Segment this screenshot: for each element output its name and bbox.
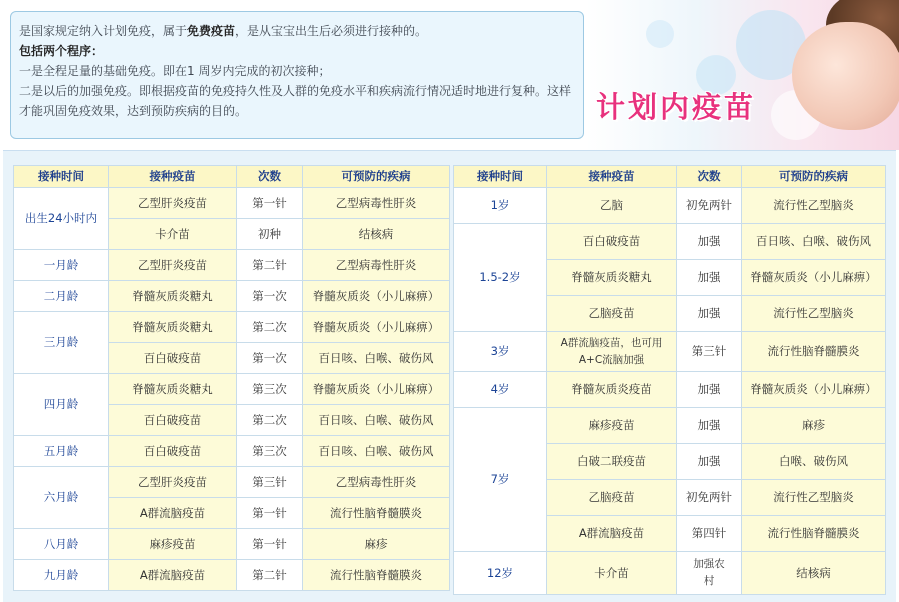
header-time: 接种时间 <box>14 166 109 188</box>
cell-count: 加强 <box>677 372 742 408</box>
cell-disease: 脊髓灰质炎（小儿麻痹） <box>742 372 886 408</box>
cell-disease: 流行性脑脊髓膜炎 <box>303 560 450 591</box>
table-row <box>454 552 886 595</box>
cell-vaccine: 百白破疫苗 <box>109 436 237 467</box>
cell-disease: 脊髓灰质炎（小儿麻痹） <box>303 312 450 343</box>
table-row <box>14 560 450 591</box>
cell-time: 八月龄 <box>14 529 109 560</box>
cell-count: 第一次 <box>237 343 303 374</box>
cell-vaccine: 脊髓灰质炎糖丸 <box>109 281 237 312</box>
table-header-row <box>14 166 450 188</box>
cell-time: 三月龄 <box>14 312 109 374</box>
table-row <box>14 436 450 467</box>
cell-disease: 流行性脑脊髓膜炎 <box>303 498 450 529</box>
table-row <box>14 529 450 560</box>
cell-count: 第二针 <box>237 560 303 591</box>
cell-disease: 乙型病毒性肝炎 <box>303 467 450 498</box>
cell-disease: 白喉、破伤风 <box>742 444 886 480</box>
cell-time: 二月龄 <box>14 281 109 312</box>
hero-title: 计划内疫苗 <box>596 90 757 124</box>
intro-line-1 <box>19 21 575 41</box>
cell-count: 加强 <box>677 296 742 332</box>
cell-time: 五月龄 <box>14 436 109 467</box>
cell-disease: 流行性脑脊髓膜炎 <box>742 332 886 372</box>
cell-disease: 脊髓灰质炎（小儿麻痹） <box>742 260 886 296</box>
cell-count: 初种 <box>237 219 303 250</box>
cell-count: 第二次 <box>237 405 303 436</box>
cell-time: 1岁 <box>454 188 547 224</box>
intro-text: ，是从宝宝出生后必须进行接种的。 <box>235 24 428 38</box>
cell-count: 第二次 <box>237 312 303 343</box>
cell-vaccine: 卡介苗 <box>547 552 677 595</box>
cell-vaccine: A群流脑疫苗 <box>109 498 237 529</box>
cell-time: 九月龄 <box>14 560 109 591</box>
cell-time: 4岁 <box>454 372 547 408</box>
cell-time: 一月龄 <box>14 250 109 281</box>
table-row <box>14 467 450 498</box>
header-disease: 可预防的疾病 <box>303 166 450 188</box>
table-row <box>454 332 886 372</box>
cell-count: 第一针 <box>237 529 303 560</box>
cell-count: 加强 <box>677 260 742 296</box>
schedule-table-left <box>13 165 450 591</box>
cell-count: 第三针 <box>237 467 303 498</box>
table-row <box>14 312 450 343</box>
table-row <box>454 188 886 224</box>
cell-vaccine: 乙型肝炎疫苗 <box>109 250 237 281</box>
table-row <box>454 224 886 260</box>
cell-vaccine: 脊髓灰质炎糖丸 <box>109 374 237 405</box>
cell-count: 第三次 <box>237 374 303 405</box>
cell-disease: 脊髓灰质炎（小儿麻痹） <box>303 281 450 312</box>
intro-box <box>10 11 584 139</box>
cell-disease: 百日咳、白喉、破伤风 <box>303 436 450 467</box>
table-row <box>454 372 886 408</box>
cell-vaccine: 脊髓灰质炎疫苗 <box>547 372 677 408</box>
cell-vaccine: 脊髓灰质炎糖丸 <box>109 312 237 343</box>
cell-vaccine: 麻疹疫苗 <box>109 529 237 560</box>
cell-count: 第三针 <box>677 332 742 372</box>
cell-time: 六月龄 <box>14 467 109 529</box>
cell-count: 加强 <box>677 444 742 480</box>
cell-count: 第一针 <box>237 498 303 529</box>
cell-disease: 乙型病毒性肝炎 <box>303 188 450 219</box>
cell-disease: 结核病 <box>742 552 886 595</box>
cell-vaccine: 乙型肝炎疫苗 <box>109 188 237 219</box>
cell-vaccine: 乙脑疫苗 <box>547 296 677 332</box>
cell-count: 加强 <box>677 408 742 444</box>
header-disease: 可预防的疾病 <box>742 166 886 188</box>
cell-vaccine: 乙脑 <box>547 188 677 224</box>
cell-disease: 百日咳、白喉、破伤风 <box>303 405 450 436</box>
cell-count: 第二针 <box>237 250 303 281</box>
cell-vaccine: 麻疹疫苗 <box>547 408 677 444</box>
cell-count: 加强农村 <box>677 552 742 595</box>
cell-vaccine: 卡介苗 <box>109 219 237 250</box>
header-count: 次数 <box>237 166 303 188</box>
cell-disease: 结核病 <box>303 219 450 250</box>
cell-vaccine: A群流脑疫苗，也可用A+C流脑加强 <box>547 332 677 372</box>
cell-time: 7岁 <box>454 408 547 552</box>
intro-line-3: 一是全程足量的基础免疫。即在1 周岁内完成的初次接种； <box>19 64 331 78</box>
cell-time: 3岁 <box>454 332 547 372</box>
header-vaccine: 接种疫苗 <box>547 166 677 188</box>
cell-disease: 流行性脑脊髓膜炎 <box>742 516 886 552</box>
cell-count: 初免两针 <box>677 188 742 224</box>
cell-count: 加强 <box>677 224 742 260</box>
cell-count: 第四针 <box>677 516 742 552</box>
cell-vaccine: A群流脑疫苗 <box>109 560 237 591</box>
baby-photo <box>792 22 899 130</box>
cell-count: 第三次 <box>237 436 303 467</box>
cell-vaccine: 白破二联疫苗 <box>547 444 677 480</box>
cell-disease: 麻疹 <box>742 408 886 444</box>
cell-disease: 流行性乙型脑炎 <box>742 296 886 332</box>
intro-line-5: 才能巩固免疫效果，达到预防疾病的目的。 <box>19 104 248 118</box>
intro-subheading: 包括两个程序： <box>19 44 104 58</box>
intro-line-2 <box>19 41 575 61</box>
intro-line-4: 二是以后的加强免疫。即根据疫苗的免疫持久性及人群的免疫水平和疾病流行情况适时地进行复种。这样 <box>19 84 572 98</box>
cell-disease: 脊髓灰质炎（小儿麻痹） <box>303 374 450 405</box>
cell-disease: 乙型病毒性肝炎 <box>303 250 450 281</box>
table-row <box>14 250 450 281</box>
table-header-row <box>454 166 886 188</box>
schedule-area <box>3 150 896 602</box>
cell-disease: 百日咳、白喉、破伤风 <box>742 224 886 260</box>
intro-text: 是国家规定纳入计划免疫，属于 <box>19 24 188 38</box>
header-vaccine: 接种疫苗 <box>109 166 237 188</box>
cell-count: 第一次 <box>237 281 303 312</box>
cell-vaccine: 脊髓灰质炎糖丸 <box>547 260 677 296</box>
cell-time: 四月龄 <box>14 374 109 436</box>
table-row <box>14 188 450 219</box>
cell-vaccine: 百白破疫苗 <box>547 224 677 260</box>
intro-highlight: 免费疫苗 <box>187 24 236 38</box>
cell-disease: 流行性乙型脑炎 <box>742 480 886 516</box>
cell-vaccine: 百白破疫苗 <box>109 405 237 436</box>
cell-vaccine: 乙型肝炎疫苗 <box>109 467 237 498</box>
schedule-table-right <box>453 165 886 595</box>
cell-time: 12岁 <box>454 552 547 595</box>
cell-vaccine: 乙脑疫苗 <box>547 480 677 516</box>
cell-disease: 麻疹 <box>303 529 450 560</box>
cell-time: 出生24小时内 <box>14 188 109 250</box>
cell-vaccine: 百白破疫苗 <box>109 343 237 374</box>
cell-vaccine: A群流脑疫苗 <box>547 516 677 552</box>
header-time: 接种时间 <box>454 166 547 188</box>
cell-disease: 百日咳、白喉、破伤风 <box>303 343 450 374</box>
cell-count: 初免两针 <box>677 480 742 516</box>
cell-disease: 流行性乙型脑炎 <box>742 188 886 224</box>
cell-time: 1.5-2岁 <box>454 224 547 332</box>
hero-banner <box>586 0 899 150</box>
table-row <box>14 374 450 405</box>
cell-count: 第一针 <box>237 188 303 219</box>
table-row <box>454 408 886 444</box>
table-row <box>14 281 450 312</box>
header-count: 次数 <box>677 166 742 188</box>
